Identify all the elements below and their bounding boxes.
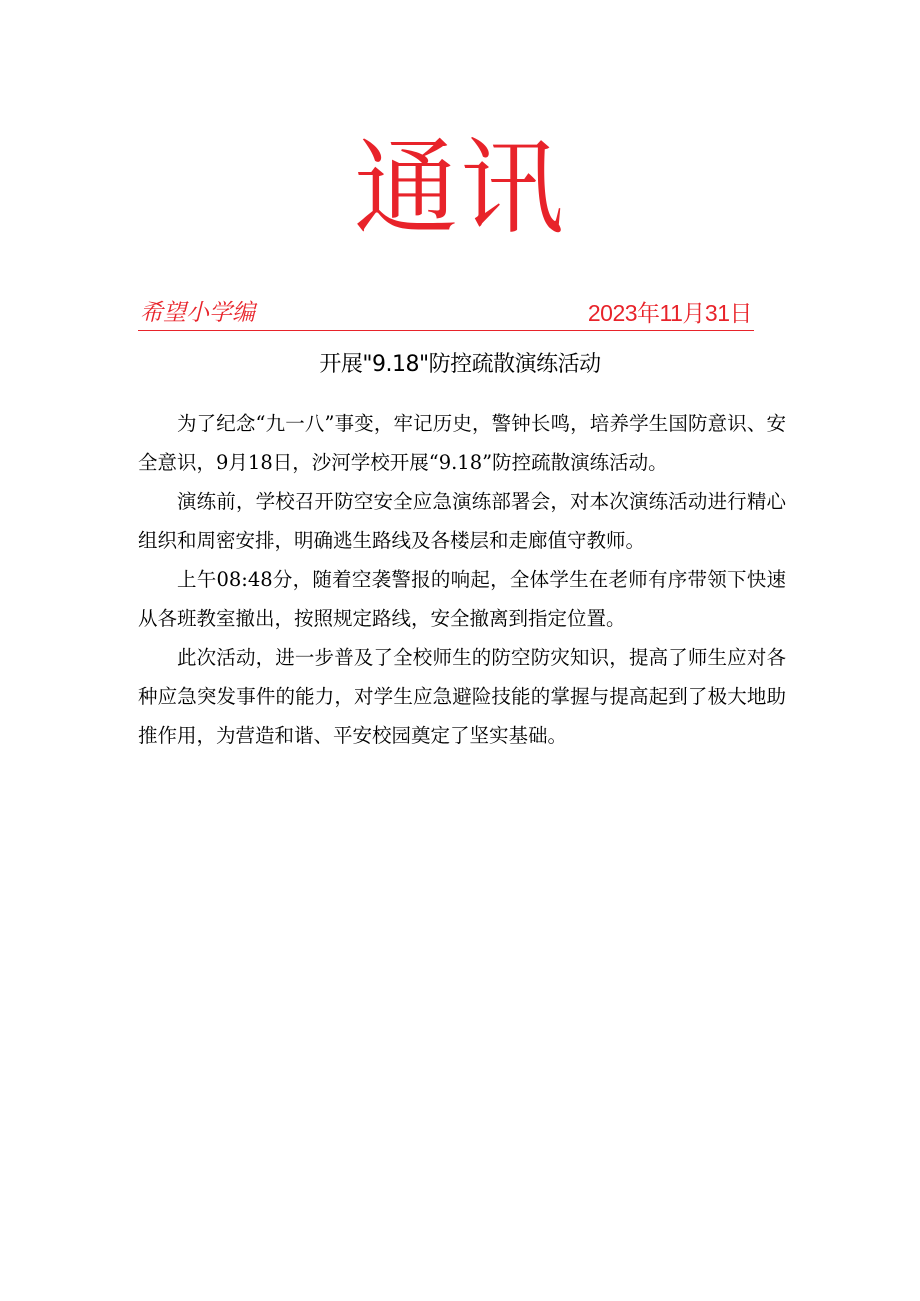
editor-label: 希望小学编 [140, 300, 255, 326]
article-title: 开展"9.18"防控疏散演练活动 [319, 352, 601, 377]
article-body [138, 404, 786, 755]
issue-date: 2023年11月31日 [587, 300, 752, 326]
header-bar [138, 296, 754, 331]
article-paragraph: 上午08:48分，随着空袭警报的响起，全体学生在老师有序带领下快速从各班教室撤出，按照规定路线，安全撤离到指定位置。 [138, 568, 786, 630]
article-paragraph: 演练前，学校召开防空安全应急演练部署会，对本次演练活动进行精心组织和周密安排，明确逃生路线及各楼层和走廊值守教师。 [138, 490, 786, 552]
masthead-title: 通讯 [353, 127, 566, 249]
article-paragraph: 此次活动，进一步普及了全校师生的防空防灾知识，提高了师生应对各种应急突发事件的能力，对学生应急避险技能的掌握与提高起到了极大地助推作用，为营造和谐、平安校园奠定了坚实基础。 [138, 646, 786, 747]
article-paragraph: 为了纪念“九一八”事变，牢记历史，警钟长鸣，培养学生国防意识、安全意识，9月18日，沙河学校开展“9.18”防控疏散演练活动。 [138, 412, 786, 474]
